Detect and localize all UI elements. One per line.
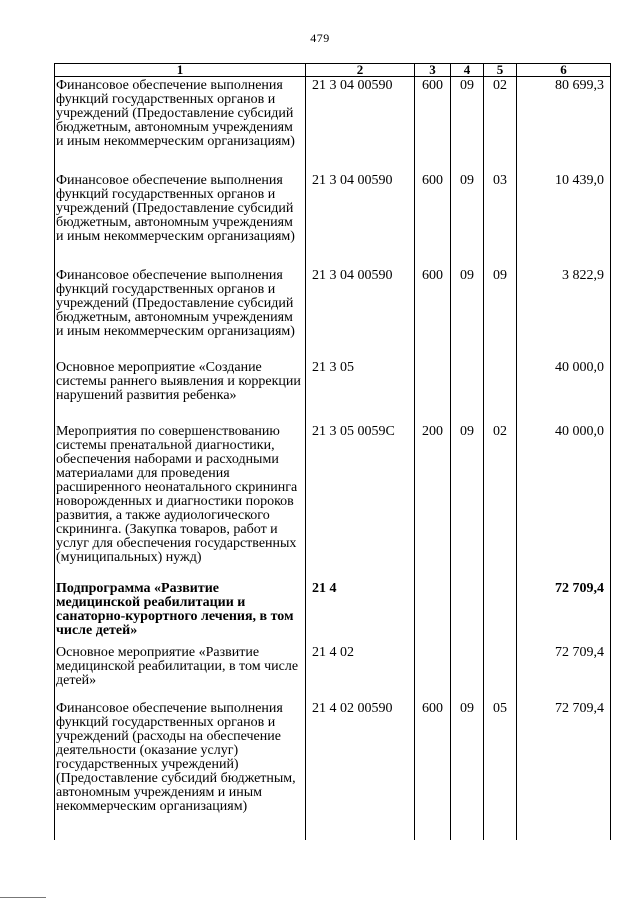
row-amount: 10 439,0 [517, 172, 611, 267]
column-header-4: 4 [451, 64, 484, 77]
row-col5: 09 [484, 267, 517, 359]
table-row [55, 172, 611, 267]
row-col3: 200 [415, 423, 451, 580]
row-col3 [415, 644, 451, 700]
row-code: 21 4 02 [306, 644, 415, 700]
column-header-3: 3 [415, 64, 451, 77]
header-row [55, 64, 611, 77]
row-amount: 40 000,0 [517, 423, 611, 580]
column-header-1: 1 [55, 64, 306, 77]
row-code: 21 3 05 0059C [306, 423, 415, 580]
row-col3: 600 [415, 700, 451, 840]
table-row [55, 359, 611, 423]
row-col3 [415, 580, 451, 644]
row-col5 [484, 644, 517, 700]
page-edge-mark [0, 897, 46, 898]
table-row [55, 77, 611, 173]
table-row-subprogram [55, 580, 611, 644]
row-code: 21 3 05 [306, 359, 415, 423]
row-name: Подпрограмма «Развитие медицинской реабилитации и санаторно-курортного лечения, в том числе детей» [55, 580, 306, 644]
row-amount: 72 709,4 [517, 700, 611, 840]
row-amount: 72 709,4 [517, 580, 611, 644]
row-col4: 09 [451, 77, 484, 173]
row-col5 [484, 580, 517, 644]
row-col3 [415, 359, 451, 423]
table-row [55, 267, 611, 359]
row-col4: 09 [451, 267, 484, 359]
row-col4: 09 [451, 423, 484, 580]
row-col3: 600 [415, 172, 451, 267]
row-name: Финансовое обеспечение выполнения функций государственных органов и учреждений (расходы на обеспечение деятельности (оказание услуг) государственных учреждений) (Предоставление субсидий бюджетным, автономным учреждениям и иным некоммерческим организациям) [55, 700, 306, 840]
row-col5: 03 [484, 172, 517, 267]
row-name: Финансовое обеспечение выполнения функций государственных органов и учреждений (Предоставление субсидий бюджетным, автономным учреждениям и иным некоммерческим организациям) [55, 77, 306, 173]
row-name: Основное мероприятие «Создание системы раннего выявления и коррекции нарушений развития ребенка» [55, 359, 306, 423]
row-col5: 05 [484, 700, 517, 840]
row-code: 21 3 04 00590 [306, 267, 415, 359]
page-number: 479 [310, 31, 330, 45]
column-header-6: 6 [517, 64, 611, 77]
row-col3: 600 [415, 77, 451, 173]
row-col4: 09 [451, 700, 484, 840]
row-col3: 600 [415, 267, 451, 359]
row-col4: 09 [451, 172, 484, 267]
column-header-5: 5 [484, 64, 517, 77]
column-header-2: 2 [306, 64, 415, 77]
row-col5 [484, 359, 517, 423]
row-col4 [451, 644, 484, 700]
row-col5: 02 [484, 423, 517, 580]
budget-table [54, 63, 611, 840]
row-amount: 72 709,4 [517, 644, 611, 700]
row-col4 [451, 359, 484, 423]
row-col4 [451, 580, 484, 644]
row-name: Основное мероприятие «Развитие медицинской реабилитации, в том числе детей» [55, 644, 306, 700]
row-amount: 40 000,0 [517, 359, 611, 423]
table-row [55, 700, 611, 840]
table-row [55, 644, 611, 700]
row-col5: 02 [484, 77, 517, 173]
row-code: 21 4 02 00590 [306, 700, 415, 840]
row-code: 21 3 04 00590 [306, 172, 415, 267]
row-code: 21 4 [306, 580, 415, 644]
row-code: 21 3 04 00590 [306, 77, 415, 173]
row-amount: 80 699,3 [517, 77, 611, 173]
row-name: Мероприятия по совершенствованию системы пренатальной диагностики, обеспечения наборами и расходными материалами для проведения расширенного неонатального скрининга новорожденных и диагностики пороков развития, а также аудиологического скрининга. (Закупка товаров, работ и услуг для обеспечения государственных (муниципальных) нужд) [55, 423, 306, 580]
row-name: Финансовое обеспечение выполнения функций государственных органов и учреждений (Предоставление субсидий бюджетным, автономным учреждениям и иным некоммерческим организациям) [55, 267, 306, 359]
row-amount: 3 822,9 [517, 267, 611, 359]
table-row [55, 423, 611, 580]
row-name: Финансовое обеспечение выполнения функций государственных органов и учреждений (Предоставление субсидий бюджетным, автономным учреждениям и иным некоммерческим организациям) [55, 172, 306, 267]
